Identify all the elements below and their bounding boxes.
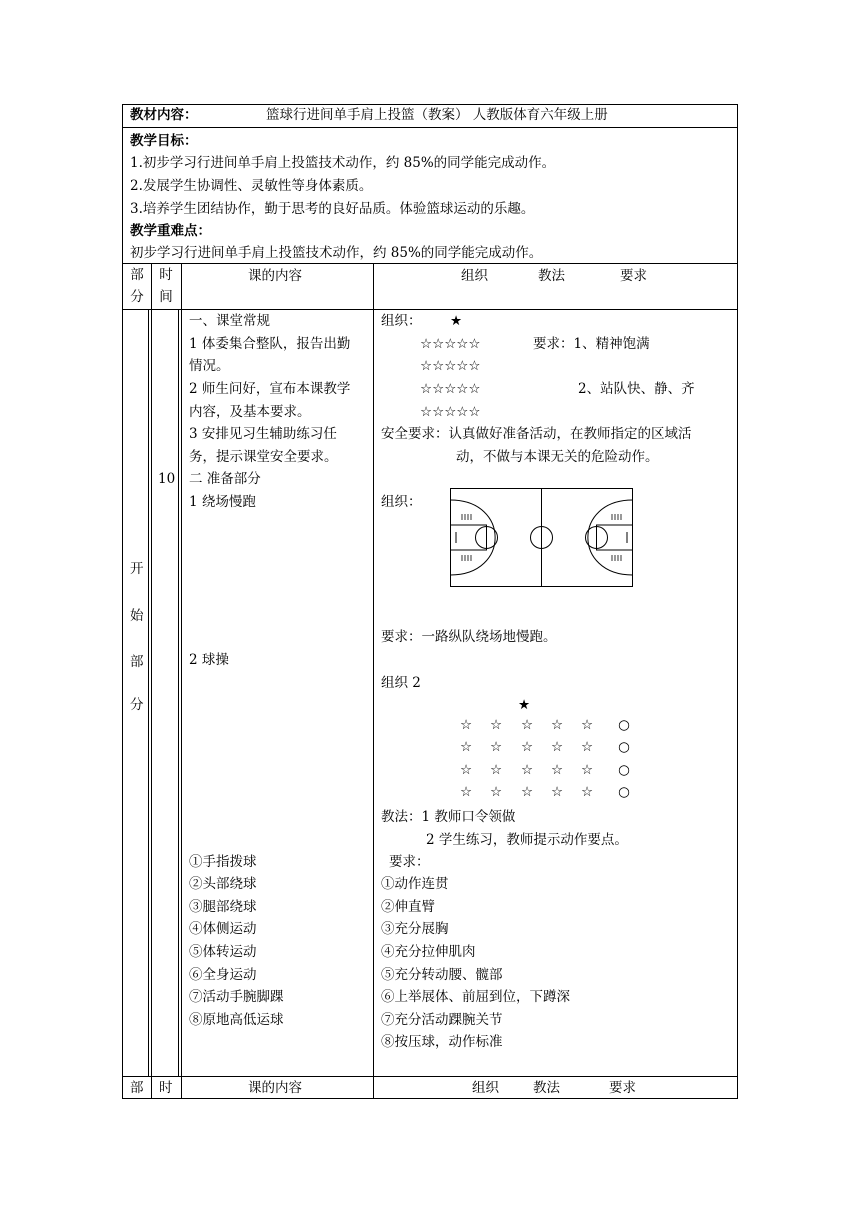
exercise-item: ⑧原地高低运球 xyxy=(189,1012,284,1028)
exercise-item: ⑦活动手腕脚踝 xyxy=(189,989,284,1005)
student-star: ☆ xyxy=(520,739,534,755)
row-divider xyxy=(122,127,738,128)
header-time xyxy=(151,264,181,308)
student-star: ☆ xyxy=(459,762,473,778)
col-divider xyxy=(181,263,182,1099)
student-star: ☆ xyxy=(459,784,473,800)
content-line: 1 绕场慢跑 xyxy=(189,494,256,510)
student-star: ☆ xyxy=(550,717,564,733)
student-star: ☆ xyxy=(489,739,503,755)
content-line: 情况。 xyxy=(189,358,230,374)
ball-circle: ○ xyxy=(618,717,630,733)
part-char: 部 xyxy=(130,654,144,670)
safety-line-2: 动，不做与本课无关的危险动作。 xyxy=(456,449,659,465)
requirement-item: ①动作连贯 xyxy=(381,876,449,892)
teacher-star-2: ★ xyxy=(518,697,531,713)
key-title: 教学重难点： xyxy=(130,223,211,239)
objective-2: 2.发展学生协调性、灵敏性等身体素质。 xyxy=(130,178,373,194)
exercise-item: ④体侧运动 xyxy=(189,921,257,937)
exercise-item: ⑤体转运动 xyxy=(189,944,257,960)
drill-row xyxy=(456,784,656,806)
formation-row: ☆☆☆☆☆ xyxy=(420,358,481,374)
part-char: 分 xyxy=(130,697,144,713)
header-part-1: 部 xyxy=(130,267,144,283)
run-require: 要求：一路纵队绕场地慢跑。 xyxy=(381,629,557,645)
content-line: 3 安排见习生辅助练习任 xyxy=(189,426,337,442)
footer-content: 课的内容 xyxy=(248,1080,302,1096)
requirement-item: ⑦充分活动踝腕关节 xyxy=(381,1012,503,1028)
part-char: 始 xyxy=(130,608,144,624)
material-label: 教材内容： xyxy=(130,107,198,123)
header-part-2: 分 xyxy=(130,289,144,305)
footer-time: 时 xyxy=(159,1080,173,1096)
drill-row xyxy=(456,762,656,784)
col-divider-inner xyxy=(148,309,149,1076)
requirement-item: ②伸直臂 xyxy=(381,899,435,915)
time-value: 10 xyxy=(158,471,176,487)
require-1: 要求：1、精神饱满 xyxy=(533,336,650,352)
requirement-item: ⑥上举展体、前屈到位，下蹲深 xyxy=(381,989,570,1005)
header-time-1: 时 xyxy=(159,267,173,283)
objective-1: 1.初步学习行进间单手肩上投篮技术动作，约 85%的同学能完成动作。 xyxy=(130,155,556,171)
formation-row: ☆☆☆☆☆ xyxy=(420,381,481,397)
exercise-item: ⑥全身运动 xyxy=(189,967,257,983)
student-star: ☆ xyxy=(580,784,594,800)
require-2: 2、站队快、静、齐 xyxy=(578,381,695,397)
material-value: 篮球行进间单手肩上投篮（教案） 人教版体育六年级上册 xyxy=(266,107,608,123)
drill-row xyxy=(456,739,656,761)
ball-exercise-title: 2 球操 xyxy=(189,652,229,668)
content-line: 内容，及基本要求。 xyxy=(189,404,311,420)
header-method: 教法 xyxy=(538,268,565,284)
content-line: 务，提示课堂安全要求。 xyxy=(189,449,338,465)
student-star: ☆ xyxy=(580,762,594,778)
key-text: 初步学习行进间单手肩上投篮技术动作，约 85%的同学能完成动作。 xyxy=(130,245,543,261)
footer-method: 教法 xyxy=(533,1080,560,1096)
student-star: ☆ xyxy=(550,762,564,778)
ball-circle: ○ xyxy=(618,739,630,755)
student-star: ☆ xyxy=(550,739,564,755)
header-require: 要求 xyxy=(620,268,647,284)
content-line: 1 体委集合整队，报告出勤 xyxy=(189,336,351,352)
col-divider xyxy=(373,263,374,1099)
content-line: 2 师生问好，宣布本课教学 xyxy=(189,381,351,397)
basketball-court-diagram xyxy=(450,488,634,588)
objectives-title: 教学目标： xyxy=(130,133,198,149)
exercise-item: ①手指拨球 xyxy=(189,854,257,870)
exercise-item: ③腿部绕球 xyxy=(189,899,257,915)
drill-row xyxy=(456,717,656,739)
footer-require: 要求 xyxy=(609,1080,636,1096)
student-star: ☆ xyxy=(550,784,564,800)
ball-circle: ○ xyxy=(618,784,630,800)
footer-part: 部 xyxy=(130,1080,144,1096)
header-time-2: 间 xyxy=(159,289,173,305)
requirements-label: 要求： xyxy=(389,854,430,870)
header-org: 组织 xyxy=(461,268,488,284)
student-star: ☆ xyxy=(489,762,503,778)
requirement-item: ④充分拉伸肌肉 xyxy=(381,944,476,960)
student-star: ☆ xyxy=(489,784,503,800)
col-divider-inner xyxy=(178,309,179,1076)
student-star: ☆ xyxy=(580,717,594,733)
org-label-2: 组织： xyxy=(381,494,422,510)
row-divider xyxy=(122,1076,738,1077)
requirement-item: ⑧按压球，动作标准 xyxy=(381,1034,503,1050)
requirement-item: ③充分展胸 xyxy=(381,921,449,937)
org-label: 组织： xyxy=(381,313,422,329)
teacher-star: ★ xyxy=(450,313,463,329)
student-star: ☆ xyxy=(489,717,503,733)
content-line: 二 准备部分 xyxy=(189,471,261,487)
student-star: ☆ xyxy=(520,784,534,800)
requirement-item: ⑤充分转动腰、髋部 xyxy=(381,967,503,983)
ball-circle: ○ xyxy=(618,762,630,778)
header-part xyxy=(122,264,152,308)
objective-3: 3.培养学生团结协作，勤于思考的良好品质。体验篮球运动的乐趣。 xyxy=(130,201,535,217)
formation-row: ☆☆☆☆☆ xyxy=(420,336,481,352)
method-1: 教法：1 教师口令领做 xyxy=(381,809,516,825)
org-2-label: 组织 2 xyxy=(381,675,421,691)
student-star: ☆ xyxy=(580,739,594,755)
exercise-item: ②头部绕球 xyxy=(189,876,257,892)
student-star: ☆ xyxy=(459,739,473,755)
student-star: ☆ xyxy=(459,717,473,733)
student-star: ☆ xyxy=(520,717,534,733)
col-divider xyxy=(151,263,152,1099)
safety-line-1: 安全要求：认真做好准备活动，在教师指定的区域活 xyxy=(381,426,692,442)
formation-row: ☆☆☆☆☆ xyxy=(420,404,481,420)
method-2: 2 学生练习，教师提示动作要点。 xyxy=(426,832,628,848)
footer-org: 组织 xyxy=(472,1080,499,1096)
content-line: 一、课堂常规 xyxy=(189,313,270,329)
student-star: ☆ xyxy=(520,762,534,778)
header-content: 课的内容 xyxy=(248,268,302,284)
part-char: 开 xyxy=(130,561,144,577)
